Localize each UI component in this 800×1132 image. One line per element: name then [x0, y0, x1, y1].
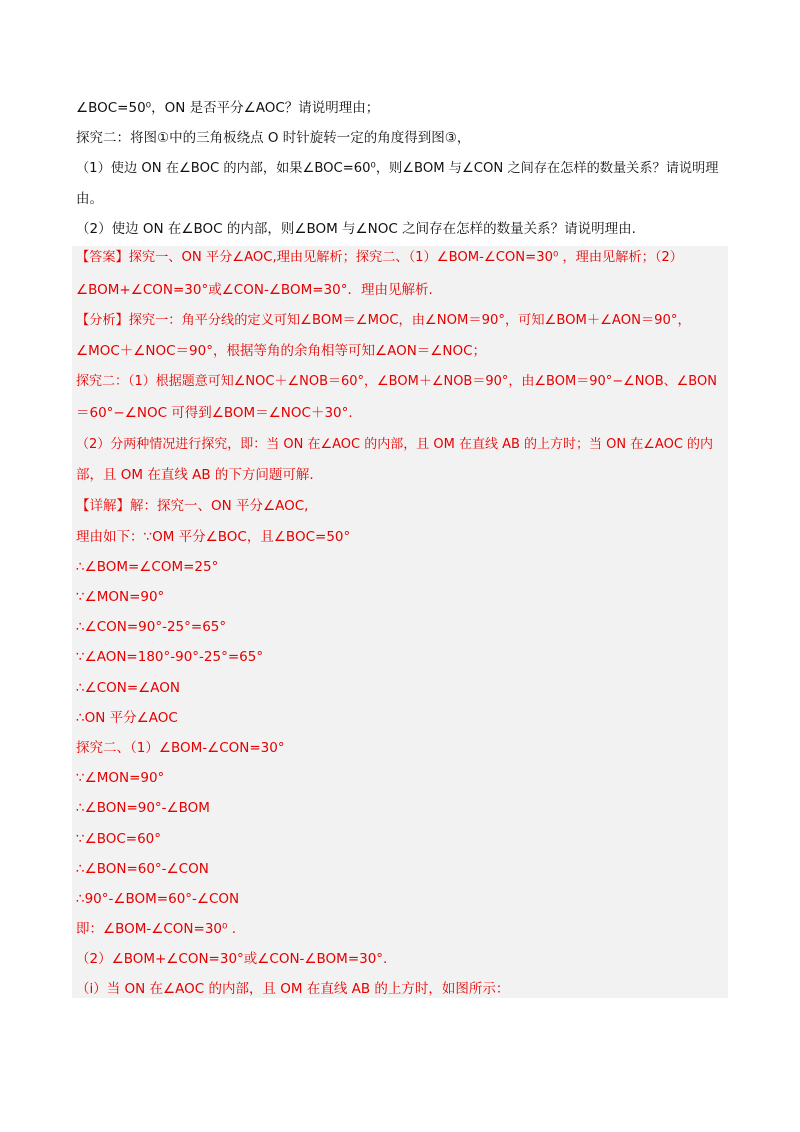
detail-line: ∵∠BOC=60°: [76, 831, 162, 847]
detail-line: ∴∠CON=90°-25°=65°: [76, 619, 227, 635]
detail-line: ∴∠CON=∠AON: [76, 680, 180, 696]
detail-line: 探究二、（1）∠BOM-∠CON=30°: [76, 740, 285, 756]
detail-line: ∵∠AON=180°-90°-25°=65°: [76, 649, 264, 665]
detail-line: 理由如下：∵OM 平分∠BOC，且∠BOC=50°: [76, 529, 351, 545]
detail-line: ∴∠BON=60°-∠CON: [76, 861, 209, 877]
analysis-line: （2）分两种情况进行探究，即：当 ON 在∠AOC 的内部，且 OM 在直线 AB 的上方时；当 ON 在∠AOC 的内: [76, 437, 714, 452]
question-line: ∠BOC=50⁰，ON 是否平分∠AOC？请说明理由；: [76, 100, 380, 116]
detail-line: ∴∠BON=90°-∠BOM: [76, 800, 210, 816]
analysis-line: 探究二：（1）根据题意可知∠NOC＋∠NOB＝60°，∠BOM＋∠NOB＝90°，由∠BOM＝90°−∠NOB、∠BON: [76, 374, 717, 389]
detail-line: ∴ON 平分∠AOC: [76, 710, 178, 726]
analysis-line: ＝60°−∠NOC 可得到∠BOM＝∠NOC＋30°.: [76, 405, 353, 421]
detail-line: （2）∠BOM+∠CON=30°或∠CON-∠BOM=30°.: [76, 951, 388, 967]
detail-line: （i）当 ON 在∠AOC 的内部，且 OM 在直线 AB 的上方时，如图所示：: [76, 981, 510, 997]
answer-line: 【答案】探究一、ON 平分∠AOC,理由见解析；探究二、（1）∠BOM-∠CON=30⁰ ，理由见解析；（2）: [76, 250, 683, 265]
detail-line: ∵∠MON=90°: [76, 770, 165, 786]
detail-line: ∵∠MON=90°: [76, 589, 165, 605]
analysis-line: 【分析】探究一：角平分线的定义可知∠BOM＝∠MOC，由∠NOM＝90°，可知∠BOM＋∠AON＝90°，: [76, 313, 691, 328]
analysis-line: 部，且 OM 在直线 AB 的下方问题可解.: [76, 467, 314, 483]
question-line: （2）使边 ON 在∠BOC 的内部，则∠BOM 与∠NOC 之间存在怎样的数量关系？请说明理由.: [76, 221, 636, 237]
detail-line: 即：∠BOM-∠CON=30⁰ .: [76, 921, 237, 937]
question-line: 探究二：将图①中的三角板绕点 O 时针旋转一定的角度得到图③，: [76, 130, 471, 146]
question-line: （1）使边 ON 在∠BOC 的内部，如果∠BOC=60⁰，则∠BOM 与∠CON 之间存在怎样的数量关系？请说明理: [76, 161, 719, 176]
detail-line: ∴∠BOM=∠COM=25°: [76, 559, 219, 575]
question-line: 由。: [76, 191, 103, 207]
answer-line: ∠BOM+∠CON=30°或∠CON-∠BOM=30°．理由见解析.: [76, 282, 433, 298]
detail-line: 【详解】解：探究一、ON 平分∠AOC,: [76, 498, 309, 514]
detail-line: ∴90°-∠BOM=60°-∠CON: [76, 891, 240, 907]
analysis-line: ∠MOC＋∠NOC＝90°，根据等角的余角相等可知∠AON＝∠NOC；: [76, 343, 487, 359]
